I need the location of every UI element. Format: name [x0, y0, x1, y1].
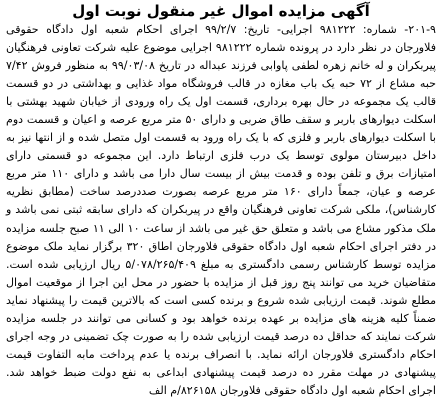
notice-title: آگهی مزایده اموال غیر منقول نوبت اول	[72, 2, 370, 20]
notice-body: ۲۰۱-۹- شماره: ۹۸۱۲۲۲ اجرایی- تاریخ: ۹۹/۲/۷ اجرای احکام شعبه اول دادگاه حقوقی فلاورجان در نظر دارد در پرونده شماره ۹۸۱۲۲۲ اجرایی موضوع علیه شرکت تعاونی فرهنگیان پیربکران و له خانم زهره لطفی پاوابی فرزند عبداله در تاریخ ۹۹/۰۳/۰۸ به منظور فروش ۷/۴۲ حبه مشاع از ۷۲ حبه یک باب مغازه در قالب فروشگاه مواد غذایی و بهداشتی در دو قسمت قالب یک مجموعه در حال بهره برداری، قسمت اول یک راه ورودی از خیابان شهید بهشتی با اسکلت دیوارهای باربر و سقف طاق ضربی و دارای ۵۰ متر مربع عرصه و اعیان و قسمت دوم با اسکلت دیوارهای باربر و فلزی که با یک راه ورود به قسمت اول متصل شده و از انتها نیز به داخل دبیرستان مولوی توسط یک درب فلزی ارتباط دارد. این مجموعه دو قسمتی دارای امتیازات برق و تلفن بوده و قدمت بیش از بیست سال دارا می باشد و دارای ۱۱۰ متر مربع عرصه و عیان، جمعاً دارای ۱۶۰ متر مربع عرصه بصورت صددرصد ساخت (مطابق نظریه کارشناس)، ملکی شرکت تعاونی فرهنگیان واقع در پیربکران که دارای سابقه ثبتی نمی باشد و ملک مذکور مشاع می باشد و متعلق حق غیر می باشد از ساعت ۱۰ الی ۱۱ صبح جلسه مزایده در دفتر اجرای احکام شعبه اول دادگاه حقوقی فلاورجان اطاق ۳۲۰ برگزار نماید ملک موضوع مزایده توسط کارشناس رسمی دادگستری به مبلغ ۵/۰۷۸/۲۶۵/۴۰۹ ریال ارزیابی شده است. متقاضیان خرید می توانند پنج روز قبل از مزایده با حضور در محل این اجرا از موقعیت اموال مطلع شوند. قیمت ارزیابی شده شروع و برنده کسی است که بالاترین قیمت را پیشنهاد نماید ضمناً کلیه هزینه های مزایده بر عهده برنده خواهد بود و کسانی می توانند در جلسه مزایده شرکت نمایند که حداقل ده درصد قیمت ارزیابی شده را به صورت چک تضمینی در وجه اجرای احکام دادگستری فلاورجان ارائه نماید. با انصراف برنده یا عدم پرداخت مابه التفاوت قیمت پیشنهادی در مهلت مقرر ده درصد قیمت پیشنهادی ابداعی به نفع دولت ضبط خواهد شد. اجرای احکام شعبه اول دادگاه حقوقی فلاورجان ۸۲۶۱۵۸/م الف	[6, 23, 437, 397]
